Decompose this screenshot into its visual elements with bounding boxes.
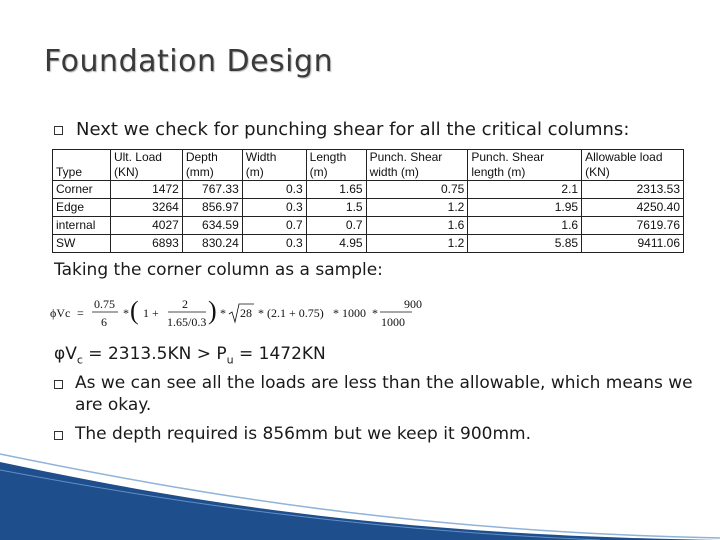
- table-cell: 1.65: [306, 181, 366, 199]
- column-header-line1: Punch. Shear: [471, 150, 545, 164]
- column-header-line2: length (m): [471, 165, 526, 179]
- slide-title: Foundation Design: [44, 44, 334, 79]
- result-statement: [54, 344, 326, 366]
- table-row: [53, 199, 684, 217]
- table-cell: 4250.40: [582, 199, 684, 217]
- column-header-line2: (KN): [113, 165, 139, 179]
- formula-dot-3: *: [258, 306, 264, 320]
- formula-frac2-num: 2: [182, 297, 188, 311]
- formula-frac1-den: 6: [101, 315, 107, 329]
- decorative-wave: [0, 440, 720, 540]
- table-cell: 1.6: [366, 217, 468, 235]
- formula-frac2-den: 1.65/0.3: [167, 315, 207, 329]
- formula-paren: (2.1 + 0.75): [267, 306, 324, 320]
- sample-text: Taking the corner column as a sample:: [54, 260, 383, 280]
- column-header-line1: [56, 150, 107, 165]
- table-cell: 0.3: [242, 181, 306, 199]
- table-cell: 2.1: [468, 181, 582, 199]
- bullet-icon: [54, 126, 63, 135]
- table-row: [53, 181, 684, 199]
- table-cell: 5.85: [468, 235, 582, 253]
- table-cell: 1.6: [468, 217, 582, 235]
- result-tail: = 1472KN: [233, 344, 326, 364]
- table-cell: 830.24: [182, 235, 242, 253]
- column-header: [306, 150, 366, 181]
- column-header-line2: (KN): [585, 165, 610, 179]
- table-cell: SW: [53, 235, 111, 253]
- table-cell: 7619.76: [582, 217, 684, 235]
- table-cell: 1472: [110, 181, 182, 199]
- table-body: [53, 181, 684, 253]
- column-header-line2: (m): [245, 165, 264, 179]
- formula-frac3-den: 1000: [381, 315, 405, 329]
- punching-shear-formula: [50, 292, 450, 334]
- table-cell: 4027: [110, 217, 182, 235]
- table-cell: 0.7: [306, 217, 366, 235]
- wave-dark: [0, 462, 720, 540]
- table-cell: 856.97: [182, 199, 242, 217]
- punching-shear-table: [52, 149, 684, 253]
- table-cell: Edge: [53, 199, 111, 217]
- formula-thousand: 1000: [342, 306, 366, 320]
- depth-text: The depth required is 856mm but we keep it 900mm.: [75, 424, 532, 444]
- result-sub-u: u: [226, 353, 234, 367]
- table-cell: 9411.06: [582, 235, 684, 253]
- table-cell: 634.59: [182, 217, 242, 235]
- column-header-line1: Allowable load: [585, 150, 663, 164]
- table-cell: 0.75: [366, 181, 468, 199]
- column-header-line1: Punch. Shear: [369, 150, 443, 164]
- table-cell: 1.2: [366, 235, 468, 253]
- table-cell: internal: [53, 217, 111, 235]
- result-sub-c: c: [76, 353, 83, 367]
- column-header-line2: (m): [309, 165, 328, 179]
- formula-dot-5: *: [372, 306, 378, 320]
- table-cell: 4.95: [306, 235, 366, 253]
- table-cell: 1.5: [306, 199, 366, 217]
- formula-dot-2: *: [220, 306, 226, 320]
- svg-text:): ): [208, 296, 217, 325]
- column-header-line1: Length: [309, 150, 347, 164]
- formula-dot-4: *: [333, 306, 339, 320]
- column-header-line2: Type: [56, 165, 83, 179]
- column-header: [468, 150, 582, 181]
- formula-dot-1: *: [123, 306, 129, 320]
- column-header: [366, 150, 468, 181]
- formula-one-plus: 1 +: [143, 306, 159, 320]
- column-header: [582, 150, 684, 181]
- formula-equals: =: [77, 306, 84, 320]
- formula-lhs: ϕVc: [50, 306, 71, 320]
- column-header-line1: Ult. Load: [113, 150, 162, 164]
- result-mid: = 2313.5KN > P: [82, 344, 227, 364]
- formula-sqrt-arg: 28: [240, 306, 252, 320]
- column-header: [110, 150, 182, 181]
- table-cell: Corner: [53, 181, 111, 199]
- table-cell: 0.3: [242, 235, 306, 253]
- table-row: [53, 217, 684, 235]
- table-cell: 0.3: [242, 199, 306, 217]
- intro-text: Next we check for punching shear for all the critical columns:: [76, 119, 630, 140]
- formula-frac1-num: 0.75: [94, 297, 115, 311]
- column-header-line2: (mm): [185, 165, 214, 179]
- formula-frac3-num: 900: [404, 297, 422, 311]
- column-header: [182, 150, 242, 181]
- table-cell: 1.2: [366, 199, 468, 217]
- table-cell: 3264: [110, 199, 182, 217]
- svg-text:(: (: [130, 296, 139, 325]
- table-cell: 2313.53: [582, 181, 684, 199]
- table-header: [53, 150, 684, 181]
- column-header-line1: Width: [245, 150, 277, 164]
- table-cell: 6893: [110, 235, 182, 253]
- column-header: [242, 150, 306, 181]
- column-header-line1: Depth: [185, 150, 218, 164]
- column-header-line2: width (m): [369, 165, 419, 179]
- column-header: [53, 150, 111, 181]
- table-cell: 0.7: [242, 217, 306, 235]
- table-cell: 1.95: [468, 199, 582, 217]
- bullet-icon: [54, 380, 63, 389]
- conclusion-text: As we can see all the loads are less than the allowable, which means we are okay.: [75, 373, 693, 415]
- table-cell: 767.33: [182, 181, 242, 199]
- bullet-icon: [54, 431, 63, 440]
- table-row: [53, 235, 684, 253]
- result-prefix: φV: [54, 344, 77, 364]
